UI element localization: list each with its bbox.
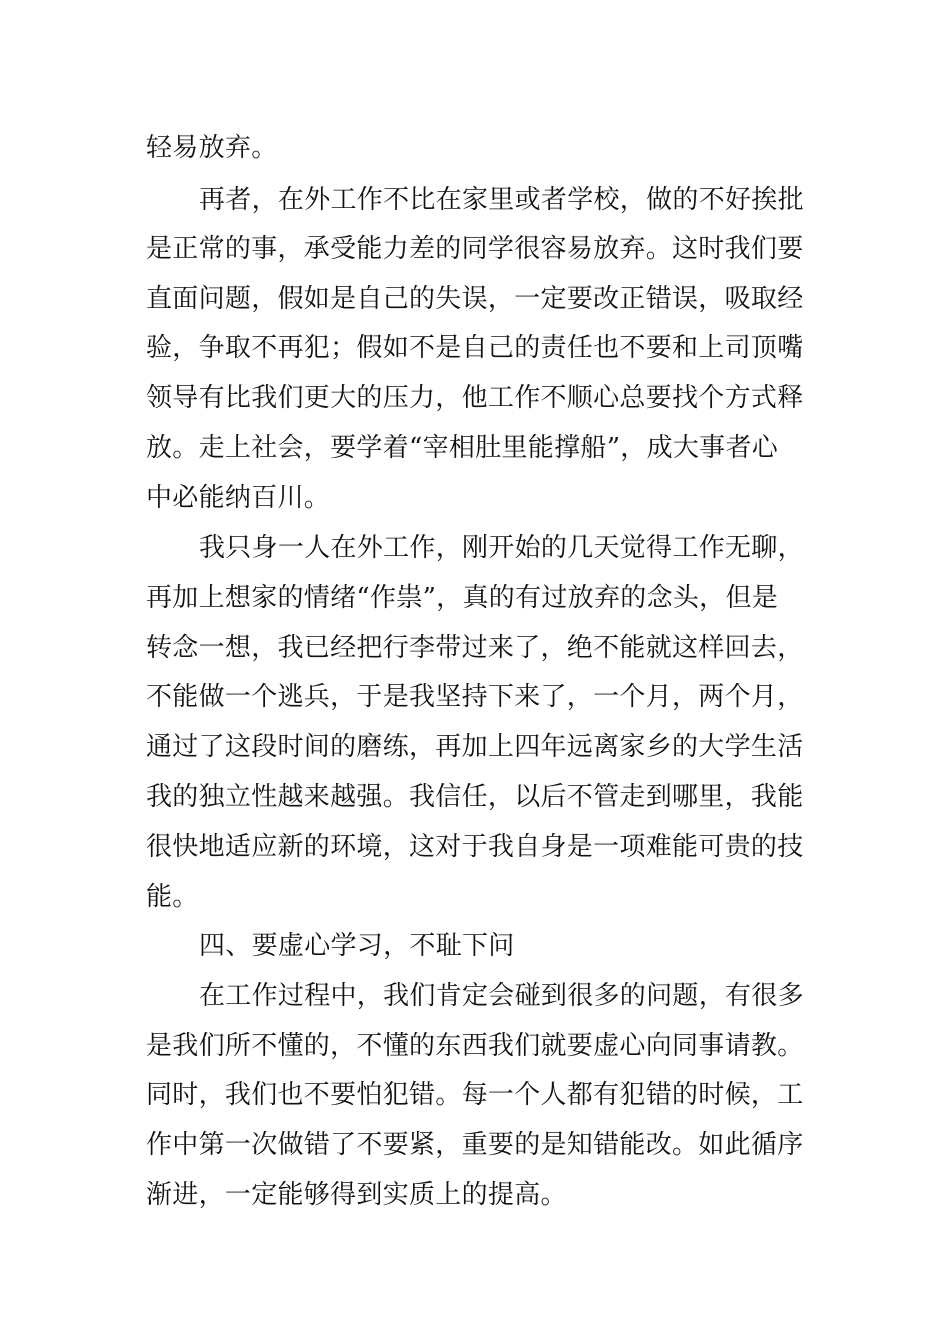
paragraph-start-line: 再者，在外工作不比在家里或者学校，做的不好挨批	[199, 185, 804, 215]
text-line: 渐进，一定能够得到实质上的提高。	[146, 1180, 567, 1210]
text-line: 很快地适应新的环境，这对于我自身是一项难能可贵的技	[146, 832, 804, 862]
paragraph-start-line: 我只身一人在外工作，刚开始的几天觉得工作无聊，	[199, 533, 804, 563]
text-line: 不能做一个逃兵，于是我坚持下来了，一个月，两个月，	[146, 682, 804, 712]
text-line: 轻易放弃。	[146, 133, 278, 163]
text-line: 转念一想，我已经把行李带过来了，绝不能就这样回去，	[146, 633, 804, 663]
text-line: 直面问题，假如是自己的失误，一定要改正错误，吸取经	[146, 284, 804, 314]
text-line: 放。走上社会，要学着“宰相肚里能撑船”，成大事者心	[146, 433, 779, 463]
text-line: 同时，我们也不要怕犯错。每一个人都有犯错的时候，工	[146, 1080, 804, 1110]
text-line: 中必能纳百川。	[146, 483, 331, 513]
text-line: 通过了这段时间的磨练，再加上四年远离家乡的大学生活	[146, 732, 804, 762]
text-line: 是我们所不懂的，不懂的东西我们就要虚心向同事请教。	[146, 1031, 804, 1061]
text-line: 我的独立性越来越强。我信任，以后不管走到哪里，我能	[146, 782, 804, 812]
text-line: 再加上想家的情绪“作祟”，真的有过放弃的念头，但是	[146, 583, 779, 613]
text-line: 能。	[146, 882, 199, 912]
text-line: 是正常的事，承受能力差的同学很容易放弃。这时我们要	[146, 234, 804, 264]
section-heading: 四、要虚心学习，不耻下问	[199, 931, 515, 961]
text-line: 验，争取不再犯；假如不是自己的责任也不要和上司顶嘴	[146, 333, 804, 363]
text-line: 领导有比我们更大的压力，他工作不顺心总要找个方式释	[146, 383, 804, 413]
text-line: 作中第一次做错了不要紧，重要的是知错能改。如此循序	[146, 1130, 804, 1160]
paragraph-start-line: 在工作过程中，我们肯定会碰到很多的问题，有很多	[199, 981, 804, 1011]
